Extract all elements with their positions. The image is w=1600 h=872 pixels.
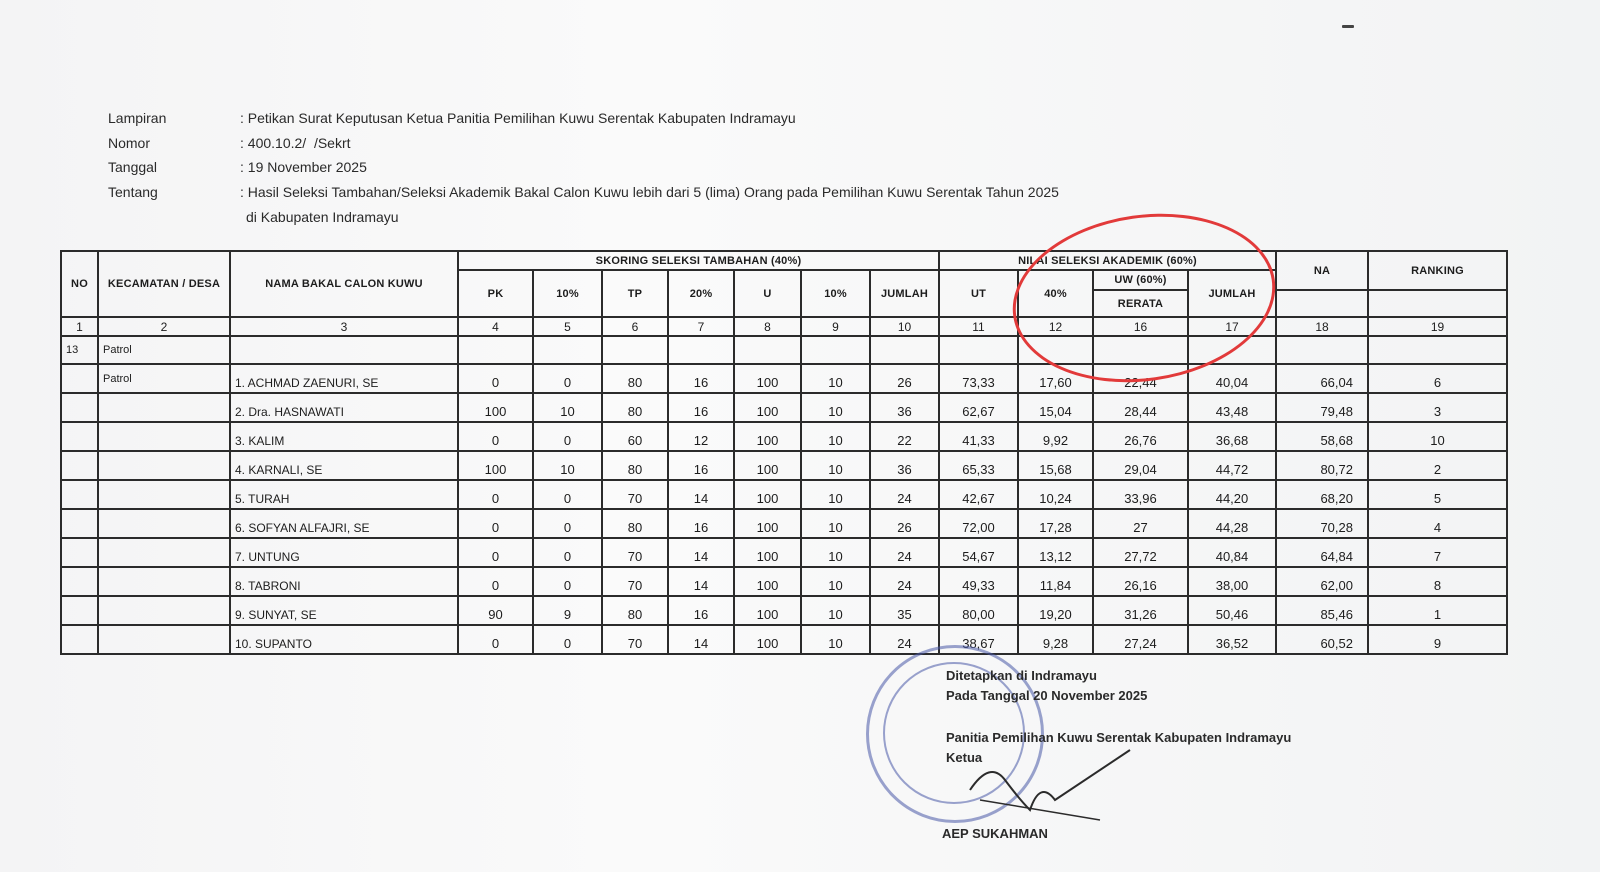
- cell-p40: 9,28: [1018, 625, 1093, 654]
- cell-pk: 0: [458, 538, 533, 567]
- cell-rank: 10: [1368, 422, 1507, 451]
- header-jumlah-akademik: JUMLAH: [1188, 270, 1276, 317]
- cell-rank: 4: [1368, 509, 1507, 538]
- cell-ut: 49,33: [939, 567, 1018, 596]
- row-no-blank: [61, 596, 98, 625]
- row-desa: [98, 596, 230, 625]
- paper-mark: [1342, 25, 1354, 28]
- cell-ut: 72,00: [939, 509, 1018, 538]
- cell-jml2: 44,20: [1188, 480, 1276, 509]
- sign-place: Ditetapkan di Indramayu: [946, 668, 1097, 683]
- header-tp: TP: [602, 270, 668, 317]
- cell-pk: 100: [458, 451, 533, 480]
- cell-p10: 0: [533, 567, 602, 596]
- cell-p10: 0: [533, 422, 602, 451]
- row-desa: [98, 422, 230, 451]
- cell-na: 68,20: [1276, 480, 1368, 509]
- cell-p10: 10: [533, 451, 602, 480]
- sign-name: AEP SUKAHMAN: [942, 826, 1048, 841]
- cell-u10: 10: [801, 393, 870, 422]
- table-row: [61, 364, 1507, 393]
- cell-pk: 0: [458, 480, 533, 509]
- meta-key: Tanggal: [108, 159, 158, 176]
- column-index: 17: [1188, 317, 1276, 336]
- cell-u10: 10: [801, 596, 870, 625]
- cell-p20: 16: [668, 451, 734, 480]
- row-no-blank: [61, 422, 98, 451]
- cell-pk: 0: [458, 422, 533, 451]
- cell-na: 58,68: [1276, 422, 1368, 451]
- cell-p10: 0: [533, 509, 602, 538]
- cell-tp: 70: [602, 480, 668, 509]
- cell-pk: 0: [458, 364, 533, 393]
- table-row: [61, 480, 1507, 509]
- column-index: 4: [458, 317, 533, 336]
- signature-block: [942, 668, 1292, 841]
- cell-u: 100: [734, 451, 801, 480]
- cell-rank: 1: [1368, 596, 1507, 625]
- row-no-blank: [61, 451, 98, 480]
- cell-p20: 14: [668, 567, 734, 596]
- cell-rank: 9: [1368, 625, 1507, 654]
- meta-key: Lampiran: [108, 110, 167, 127]
- header-na: NA: [1276, 251, 1368, 290]
- row-desa: [98, 567, 230, 596]
- meta-row-tentang: [108, 180, 1059, 205]
- row-no-blank: [61, 393, 98, 422]
- column-index: 10: [870, 317, 939, 336]
- cell-jml: 26: [870, 364, 939, 393]
- row-desa: [98, 625, 230, 654]
- candidate-name: 1. ACHMAD ZAENURI, SE: [230, 364, 458, 393]
- cell-uw: 22,44: [1093, 364, 1188, 393]
- header-uw: UW (60%): [1093, 270, 1188, 290]
- cell-tp: 70: [602, 567, 668, 596]
- column-index: 11: [939, 317, 1018, 336]
- cell-jml2: 36,52: [1188, 625, 1276, 654]
- cell-jml: 24: [870, 567, 939, 596]
- cell-ut: 65,33: [939, 451, 1018, 480]
- column-index: 19: [1368, 317, 1507, 336]
- cell-jml: 36: [870, 451, 939, 480]
- results-table: [60, 250, 1508, 655]
- column-index-row: [61, 317, 1507, 336]
- header-pk: PK: [458, 270, 533, 317]
- sign-committee: Panitia Pemilihan Kuwu Serentak Kabupaten Indramayu: [946, 730, 1292, 745]
- cell-p20: 16: [668, 364, 734, 393]
- cell-p40: 11,84: [1018, 567, 1093, 596]
- row-desa: Patrol: [98, 364, 230, 393]
- candidate-name: 2. Dra. HASNAWATI: [230, 393, 458, 422]
- cell-jml2: 44,28: [1188, 509, 1276, 538]
- row-no-blank: [61, 364, 98, 393]
- cell-tp: 80: [602, 596, 668, 625]
- cell-jml: 22: [870, 422, 939, 451]
- candidate-name: 4. KARNALI, SE: [230, 451, 458, 480]
- sign-date: Pada Tanggal 20 November 2025: [946, 688, 1148, 703]
- header-pk-10: 10%: [533, 270, 602, 317]
- cell-na: 64,84: [1276, 538, 1368, 567]
- cell-u10: 10: [801, 451, 870, 480]
- candidate-name: 7. UNTUNG: [230, 538, 458, 567]
- cell-ut: 42,67: [939, 480, 1018, 509]
- meta-row-lampiran: [108, 106, 1059, 131]
- cell-ut: 54,67: [939, 538, 1018, 567]
- cell-na: 80,72: [1276, 451, 1368, 480]
- row-desa: [98, 393, 230, 422]
- header-u-10: 10%: [801, 270, 870, 317]
- cell-uw: 33,96: [1093, 480, 1188, 509]
- cell-tp: 70: [602, 538, 668, 567]
- cell-ut: 38,67: [939, 625, 1018, 654]
- cell-p40: 9,92: [1018, 422, 1093, 451]
- cell-rank: 8: [1368, 567, 1507, 596]
- column-index: 6: [602, 317, 668, 336]
- cell-pk: 0: [458, 625, 533, 654]
- cell-na: 60,52: [1276, 625, 1368, 654]
- letter-header: [108, 106, 1059, 230]
- cell-u10: 10: [801, 364, 870, 393]
- cell-tp: 80: [602, 393, 668, 422]
- cell-p10: 9: [533, 596, 602, 625]
- header-ranking: RANKING: [1368, 251, 1507, 290]
- cell-u: 100: [734, 567, 801, 596]
- header-skoring: SKORING SELEKSI TAMBAHAN (40%): [458, 251, 939, 270]
- cell-uw: 29,04: [1093, 451, 1188, 480]
- table-row: [61, 509, 1507, 538]
- cell-jml: 35: [870, 596, 939, 625]
- cell-uw: 31,26: [1093, 596, 1188, 625]
- cell-rank: 6: [1368, 364, 1507, 393]
- candidate-name: 10. SUPANTO: [230, 625, 458, 654]
- column-index: 12: [1018, 317, 1093, 336]
- cell-rank: 2: [1368, 451, 1507, 480]
- header-no: NO: [61, 251, 98, 317]
- cell-na: 70,28: [1276, 509, 1368, 538]
- cell-na: 66,04: [1276, 364, 1368, 393]
- cell-u10: 10: [801, 625, 870, 654]
- cell-p10: 0: [533, 625, 602, 654]
- cell-tp: 80: [602, 451, 668, 480]
- cell-pk: 90: [458, 596, 533, 625]
- candidate-name: 5. TURAH: [230, 480, 458, 509]
- header-ut: UT: [939, 270, 1018, 317]
- cell-uw: 27: [1093, 509, 1188, 538]
- cell-u: 100: [734, 509, 801, 538]
- column-index: 3: [230, 317, 458, 336]
- cell-tp: 80: [602, 509, 668, 538]
- cell-jml: 24: [870, 538, 939, 567]
- header-na-blank: [1276, 290, 1368, 317]
- candidate-name: 8. TABRONI: [230, 567, 458, 596]
- cell-u: 100: [734, 422, 801, 451]
- cell-p40: 15,04: [1018, 393, 1093, 422]
- cell-p10: 0: [533, 480, 602, 509]
- cell-u: 100: [734, 625, 801, 654]
- cell-uw: 27,72: [1093, 538, 1188, 567]
- group-row: [61, 336, 1507, 364]
- cell-p10: 0: [533, 364, 602, 393]
- cell-tp: 60: [602, 422, 668, 451]
- header-nama: NAMA BAKAL CALON KUWU: [230, 251, 458, 317]
- cell-p40: 17,60: [1018, 364, 1093, 393]
- column-index: 7: [668, 317, 734, 336]
- cell-ut: 73,33: [939, 364, 1018, 393]
- cell-p20: 16: [668, 393, 734, 422]
- column-index: 2: [98, 317, 230, 336]
- meta-key: Nomor: [108, 134, 151, 151]
- row-no-blank: [61, 509, 98, 538]
- meta-tentang-continuation: di Kabupaten Indramayu: [246, 209, 399, 225]
- cell-rank: 3: [1368, 393, 1507, 422]
- cell-u: 100: [734, 480, 801, 509]
- column-index: 5: [533, 317, 602, 336]
- cell-p10: 0: [533, 538, 602, 567]
- cell-p10: 10: [533, 393, 602, 422]
- cell-p40: 17,28: [1018, 509, 1093, 538]
- header-jumlah: JUMLAH: [870, 270, 939, 317]
- cell-jml2: 40,84: [1188, 538, 1276, 567]
- cell-ut: 80,00: [939, 596, 1018, 625]
- row-no-blank: [61, 625, 98, 654]
- cell-uw: 26,16: [1093, 567, 1188, 596]
- cell-jml: 26: [870, 509, 939, 538]
- meta-key: Tentang: [108, 183, 158, 200]
- cell-jml: 36: [870, 393, 939, 422]
- table-row: [61, 451, 1507, 480]
- cell-u10: 10: [801, 538, 870, 567]
- meta-value: : 19 November 2025: [240, 159, 367, 176]
- cell-uw: 26,76: [1093, 422, 1188, 451]
- cell-na: 85,46: [1276, 596, 1368, 625]
- cell-jml2: 36,68: [1188, 422, 1276, 451]
- cell-p20: 16: [668, 596, 734, 625]
- cell-u: 100: [734, 364, 801, 393]
- cell-u: 100: [734, 393, 801, 422]
- header-akademik: NILAI SELEKSI AKADEMIK (60%): [939, 251, 1276, 270]
- cell-jml2: 38,00: [1188, 567, 1276, 596]
- column-index: 9: [801, 317, 870, 336]
- cell-ut: 41,33: [939, 422, 1018, 451]
- cell-uw: 28,44: [1093, 393, 1188, 422]
- row-desa: [98, 509, 230, 538]
- cell-jml2: 50,46: [1188, 596, 1276, 625]
- cell-p20: 14: [668, 625, 734, 654]
- table-row: [61, 393, 1507, 422]
- cell-rank: 7: [1368, 538, 1507, 567]
- header-rerata: RERATA: [1093, 290, 1188, 317]
- sign-role: Ketua: [946, 750, 983, 765]
- cell-pk: 0: [458, 509, 533, 538]
- cell-tp: 80: [602, 364, 668, 393]
- cell-p40: 15,68: [1018, 451, 1093, 480]
- cell-jml: 24: [870, 480, 939, 509]
- meta-value: : Petikan Surat Keputusan Ketua Panitia Pemilihan Kuwu Serentak Kabupaten Indramayu: [240, 110, 796, 127]
- cell-p40: 19,20: [1018, 596, 1093, 625]
- meta-value: : Hasil Seleksi Tambahan/Seleksi Akademik Bakal Calon Kuwu lebih dari 5 (lima) Orang pada Pemilihan Kuwu Serentak Tahun 2025: [240, 183, 1059, 200]
- cell-p20: 16: [668, 509, 734, 538]
- row-no-blank: [61, 567, 98, 596]
- cell-u: 100: [734, 596, 801, 625]
- cell-u10: 10: [801, 480, 870, 509]
- column-index: 18: [1276, 317, 1368, 336]
- meta-row-tanggal: [108, 155, 1059, 180]
- cell-na: 62,00: [1276, 567, 1368, 596]
- table-row: [61, 625, 1507, 654]
- cell-p40: 13,12: [1018, 538, 1093, 567]
- cell-jml: 24: [870, 625, 939, 654]
- header-tp-20: 20%: [668, 270, 734, 317]
- cell-p40: 10,24: [1018, 480, 1093, 509]
- cell-p20: 14: [668, 538, 734, 567]
- cell-ut: 62,67: [939, 393, 1018, 422]
- table-row: [61, 567, 1507, 596]
- table-row: [61, 538, 1507, 567]
- table-row: [61, 422, 1507, 451]
- header-kecamatan-desa: KECAMATAN / DESA: [98, 251, 230, 317]
- candidate-name: 3. KALIM: [230, 422, 458, 451]
- header-ut-40: 40%: [1018, 270, 1093, 317]
- cell-jml2: 40,04: [1188, 364, 1276, 393]
- cell-p20: 14: [668, 480, 734, 509]
- meta-row-nomor: [108, 131, 1059, 156]
- row-desa: [98, 480, 230, 509]
- candidate-name: 9. SUNYAT, SE: [230, 596, 458, 625]
- cell-uw: 27,24: [1093, 625, 1188, 654]
- cell-tp: 70: [602, 625, 668, 654]
- cell-u10: 10: [801, 422, 870, 451]
- table-row: [61, 596, 1507, 625]
- cell-pk: 100: [458, 393, 533, 422]
- cell-rank: 5: [1368, 480, 1507, 509]
- row-desa: [98, 538, 230, 567]
- header-u: U: [734, 270, 801, 317]
- candidate-name: 6. SOFYAN ALFAJRI, SE: [230, 509, 458, 538]
- row-no-blank: [61, 538, 98, 567]
- cell-u10: 10: [801, 509, 870, 538]
- cell-u: 100: [734, 538, 801, 567]
- cell-u10: 10: [801, 567, 870, 596]
- row-desa: [98, 451, 230, 480]
- column-index: 16: [1093, 317, 1188, 336]
- header-ranking-blank: [1368, 290, 1507, 317]
- group-kecamatan: Patrol: [98, 336, 230, 364]
- cell-p20: 12: [668, 422, 734, 451]
- group-number: 13: [61, 336, 98, 364]
- row-no-blank: [61, 480, 98, 509]
- cell-pk: 0: [458, 567, 533, 596]
- column-index: 8: [734, 317, 801, 336]
- column-index: 1: [61, 317, 98, 336]
- cell-na: 79,48: [1276, 393, 1368, 422]
- meta-value: : 400.10.2/ ​ /Sekrt: [240, 134, 351, 151]
- cell-jml2: 43,48: [1188, 393, 1276, 422]
- cell-jml2: 44,72: [1188, 451, 1276, 480]
